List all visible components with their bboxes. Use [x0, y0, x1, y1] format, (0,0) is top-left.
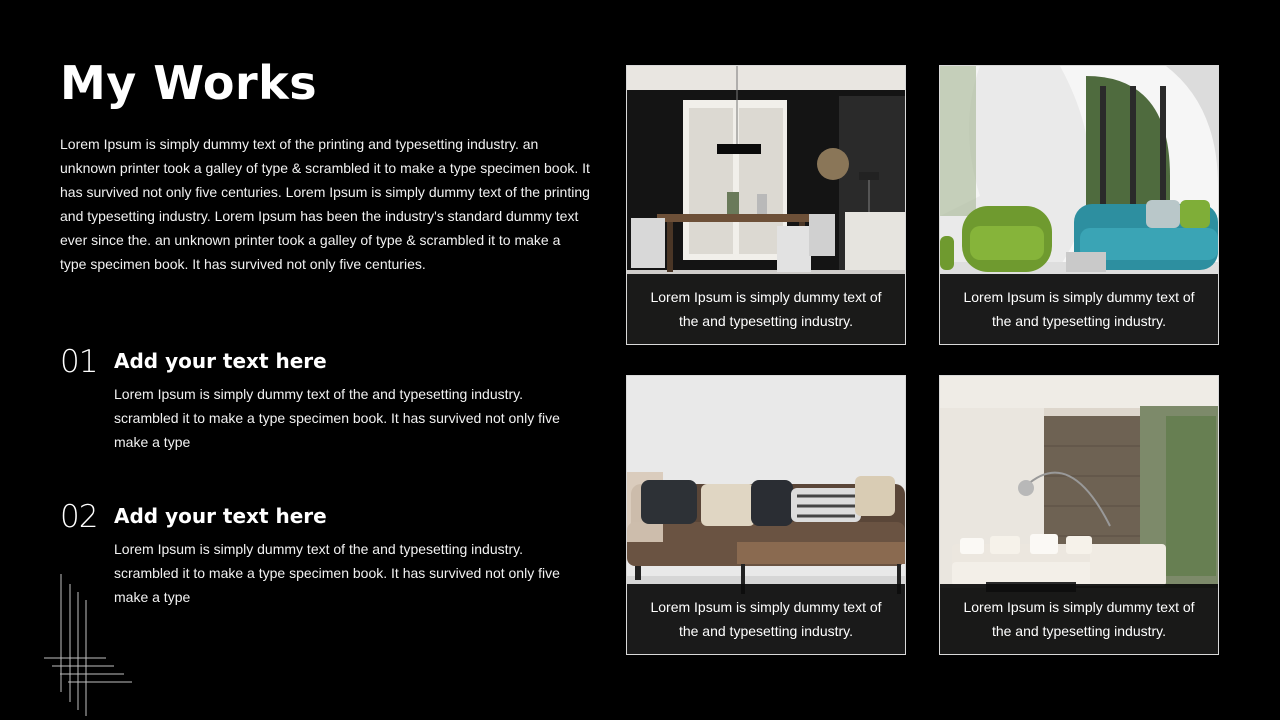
item-description: Lorem Ipsum is simply dummy text of the and typesetting industry. scrambled it to make a type specimen book. It has survived not only five make a type — [114, 541, 560, 605]
card-caption: Lorem Ipsum is simply dummy text of the and typesetting industry. — [627, 274, 905, 344]
decorative-lines — [44, 574, 136, 716]
item-description: Lorem Ipsum is simply dummy text of the and typesetting industry. scrambled it to make a type specimen book. It has survived not only five make a type — [114, 386, 560, 450]
item-title: Add your text here — [114, 504, 327, 528]
card-caption: Lorem Ipsum is simply dummy text of the and typesetting industry. — [627, 584, 905, 654]
item-number: 01 — [60, 344, 98, 380]
card-caption: Lorem Ipsum is simply dummy text of the and typesetting industry. — [940, 274, 1218, 344]
item-title: Add your text here — [114, 349, 327, 373]
gallery-card-brown-sofa[interactable] — [626, 375, 906, 655]
gallery-card-white-sectional[interactable] — [939, 375, 1219, 655]
page-title: My Works — [60, 56, 318, 110]
card-caption: Lorem Ipsum is simply dummy text of the and typesetting industry. — [940, 584, 1218, 654]
gallery-card-living-room[interactable] — [939, 65, 1219, 345]
gallery-card-dining-room[interactable] — [626, 65, 906, 345]
intro-paragraph: Lorem Ipsum is simply dummy text of the printing and typesetting industry. an unknown printer took a galley of type & scrambled it to make a type specimen book. It has survived not only five centuries. Lorem Ipsum is simply dummy text of the printing and typesetting industry. Lorem Ipsum has been the industry's standard dummy text ever since the. an unknown printer took a galley of type & scrambled it to make a type specimen book. It has survived not only five centuries. — [60, 136, 590, 272]
item-number: 02 — [60, 499, 98, 535]
